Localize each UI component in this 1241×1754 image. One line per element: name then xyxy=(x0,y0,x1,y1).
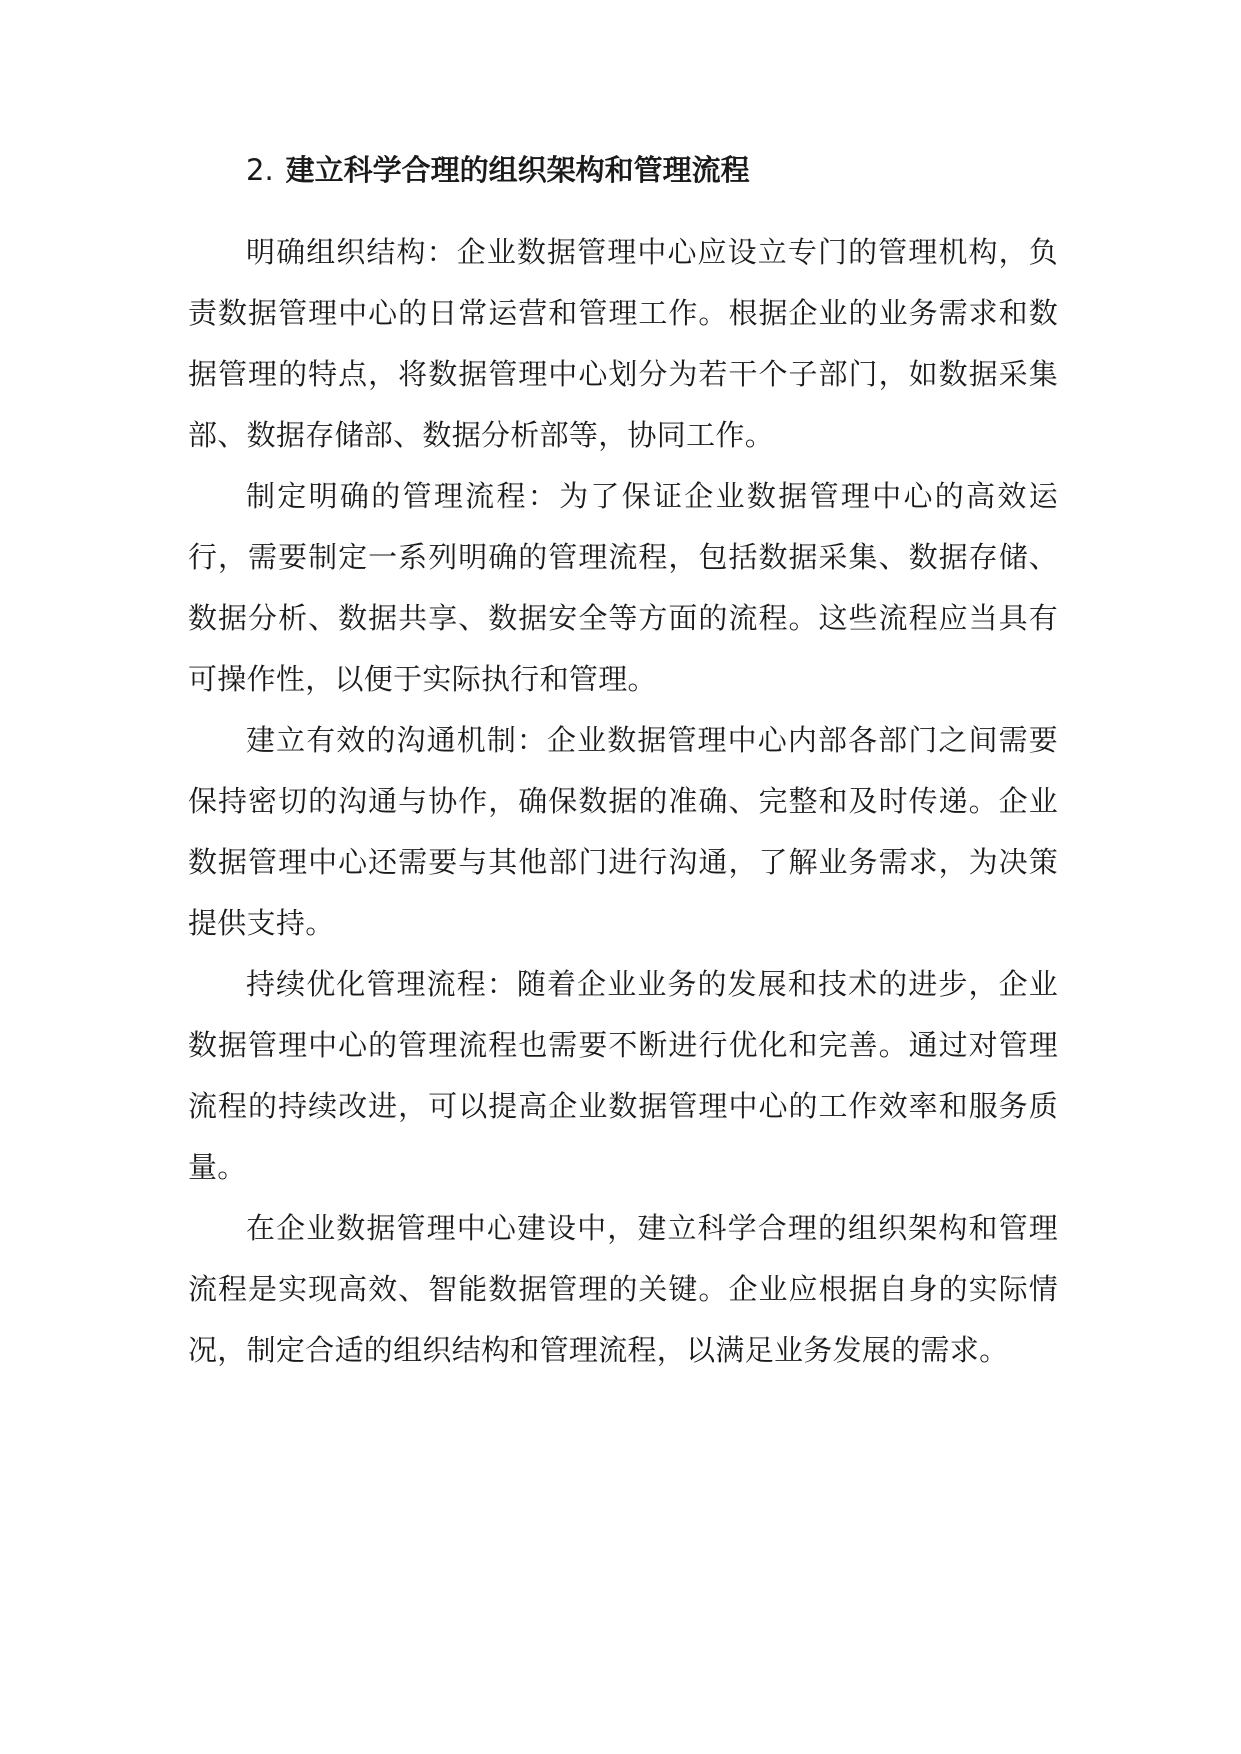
section-title: 建立科学合理的组织架构和管理流程 xyxy=(285,153,750,187)
paragraph-continuous-optimization: 持续优化管理流程：随着企业业务的发展和技术的进步，企业数据管理中心的管理流程也需要不断进行优化和完善。通过对管理流程的持续改进，可以提高企业数据管理中心的工作效率和服务质量。 xyxy=(188,967,1058,1184)
paragraph-communication-mechanism: 建立有效的沟通机制：企业数据管理中心内部各部门之间需要保持密切的沟通与协作，确保数据的准确、完整和及时传递。企业数据管理中心还需要与其他部门进行沟通，了解业务需求，为决策提供支持。 xyxy=(188,723,1058,940)
paragraph-management-process: 制定明确的管理流程：为了保证企业数据管理中心的高效运行，需要制定一系列明确的管理流程，包括数据采集、数据存储、数据分析、数据共享、数据安全等方面的流程。这些流程应当具有可操作性，以便于实际执行和管理。 xyxy=(188,479,1058,696)
document-body xyxy=(188,222,1058,1381)
section-heading xyxy=(246,150,750,190)
section-number: 2. xyxy=(246,153,274,187)
paragraph-conclusion: 在企业数据管理中心建设中，建立科学合理的组织架构和管理流程是实现高效、智能数据管理的关键。企业应根据自身的实际情况，制定合适的组织结构和管理流程，以满足业务发展的需求。 xyxy=(188,1211,1058,1367)
paragraph-organization-structure: 明确组织结构：企业数据管理中心应设立专门的管理机构，负责数据管理中心的日常运营和管理工作。根据企业的业务需求和数据管理的特点，将数据管理中心划分为若干个子部门，如数据采集部、数据存储部、数据分析部等，协同工作。 xyxy=(188,235,1058,452)
